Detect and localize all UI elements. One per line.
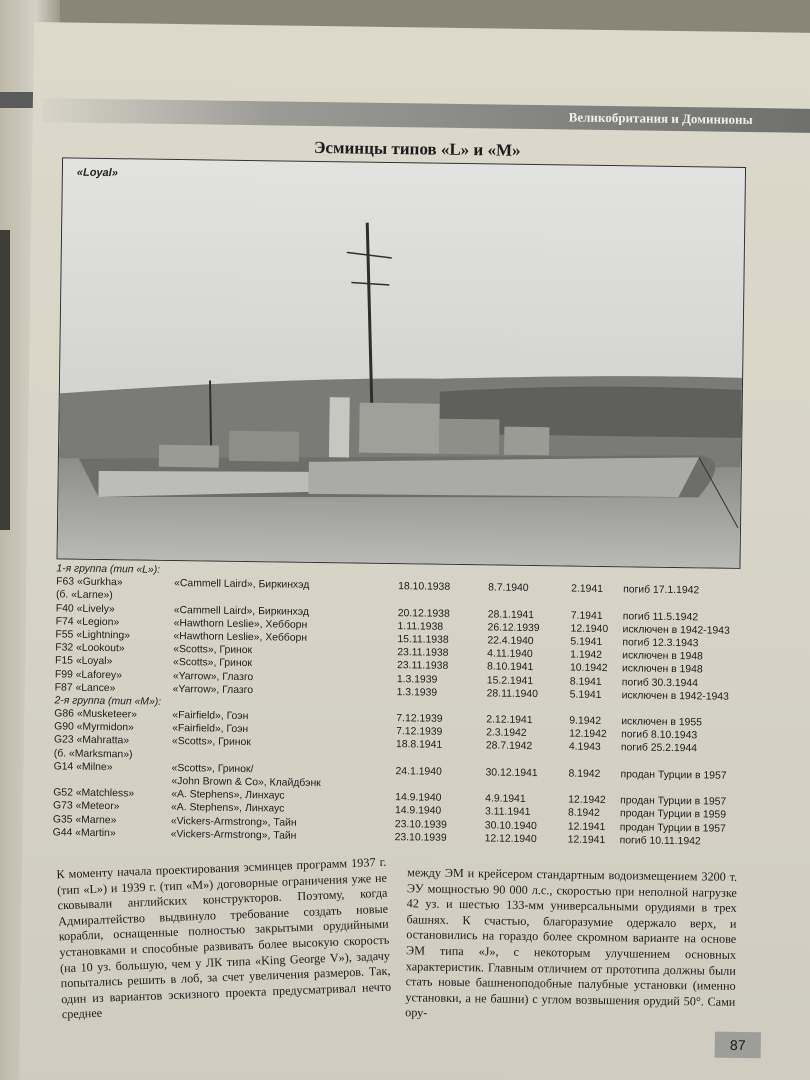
table-cell-c2: «Yarrow», Глазго: [172, 670, 254, 683]
table-cell-c1: 1-я группа (тип «L»):: [56, 563, 161, 576]
table-cell-c2: «John Brown & Co», Клайдбэнк: [171, 775, 321, 790]
table-cell-c3: 1.11.1938: [397, 620, 444, 633]
table-cell-c6: продан Турции в 1959: [619, 808, 727, 822]
ship-photo-image: [58, 158, 746, 567]
table-cell-c4: 28.11.1940: [486, 688, 538, 700]
table-cell-c6: погиб 30.3.1944: [621, 676, 698, 689]
left-page-header-bar: [0, 92, 36, 108]
table-cell-c5: 12.1942: [568, 794, 606, 807]
table-cell-c6: погиб 10.11.1942: [619, 835, 701, 848]
left-page-photo-edge: [0, 230, 10, 530]
table-cell-c2: «A. Stephens», Линхаус: [170, 802, 285, 815]
table-cell-c5: 8.1942: [567, 807, 600, 820]
table-cell-c6: продан Турции в 1957: [619, 821, 726, 835]
table-cell-c4: 28.1.1941: [487, 608, 535, 621]
table-cell-c6: продан Турции в 1957: [620, 769, 727, 782]
table-cell-c4: 30.12.1941: [485, 767, 538, 779]
table-cell-c5: 4.1943: [568, 741, 601, 754]
table-cell-c5: 1.1942: [570, 649, 603, 662]
table-cell-c1: G73 «Meteor»: [52, 800, 120, 813]
table-cell-c6: исключен в 1942-1943: [622, 624, 730, 637]
table-cell-c1: G90 «Myrmidon»: [54, 721, 134, 734]
table-cell-c5: 8.1942: [568, 768, 601, 780]
section-header-band: [43, 98, 810, 133]
ship-photo: [56, 157, 746, 569]
table-cell-c2: «Fairfield», Гоэн: [172, 710, 249, 723]
table-cell-c4: 28.7.1942: [485, 740, 533, 753]
table-cell-c3: 1.3.1939: [396, 686, 438, 699]
table-cell-c3: 23.10.1939: [394, 831, 447, 844]
table-cell-c6: погиб 11.5.1942: [622, 610, 699, 623]
table-cell-c3: 24.1.1940: [395, 765, 442, 778]
table-cell-c6: исключен в 1948: [621, 663, 703, 676]
table-cell-c2: «Scotts», Гринок: [172, 657, 253, 670]
page-number: 87: [715, 1032, 761, 1059]
table-cell-c1: F87 «Lance»: [54, 682, 116, 694]
table-cell-c4: 2.3.1942: [486, 727, 527, 740]
body-text-left: К моменту начала проектирования эсминцев программ 1937 г. (тип «L») и 1939 г. (тип «M») договорные ограничения уже не сковывали английских конструкторов. Поэтому, когда Адмиралтейство выдвинуло требование создать новые корабли, оснащенные полностью закрытыми орудийными установками и способные развивать более высокую скорость (на 10 уз. большую, чем у ЛК типа «King George V»), задачу попытались решить в лоб, за счет увеличения размеров. Так, один из вариантов эскизного проекта предусматривал нечто среднее: [56, 854, 392, 1022]
table-cell-c2: «Fairfield», Гоэн: [172, 723, 249, 736]
table-cell-c4: 26.12.1939: [487, 622, 540, 634]
table-cell-c3: 7.12.1939: [396, 726, 443, 739]
table-cell-c6: погиб 8.10.1943: [621, 729, 698, 742]
table-cell-c5: 10.1942: [569, 662, 608, 675]
table-cell-c4: 8.7.1940: [488, 582, 529, 595]
table-cell-c6: погиб 12.3.1943: [622, 637, 699, 650]
table-cell-c5: 8.1941: [569, 676, 602, 688]
book-page: [19, 22, 810, 1080]
table-cell-c1: G35 «Marne»: [52, 813, 117, 826]
table-cell-c1: F15 «Loyal»: [55, 655, 113, 668]
table-cell-c4: 8.10.1941: [486, 661, 534, 674]
table-cell-c4: 4.9.1941: [485, 793, 526, 806]
table-cell-c2: «Yarrow», Глазго: [172, 683, 254, 696]
table-cell-c4: 3.11.1941: [484, 806, 531, 819]
table-cell-c6: исключен в 1942-1943: [621, 689, 729, 703]
table-cell-c6: исключен в 1948: [622, 650, 703, 663]
table-cell-c4: 2.12.1941: [486, 714, 533, 727]
table-cell-c3: 14.9.1940: [395, 792, 442, 804]
table-cell-c2: «Scotts», Гринок: [171, 736, 251, 749]
table-cell-c2: «Scotts», Гринок/: [171, 762, 254, 775]
photo-caption: «Loyal»: [76, 166, 118, 180]
table-cell-c5: 5.1941: [569, 689, 602, 701]
table-cell-c5: 12.1940: [570, 623, 609, 635]
table-cell-c2: «Cammell Laird», Биркинхэд: [174, 578, 310, 592]
table-cell-c2: «Hawthorn Leslie», Хебборн: [173, 617, 308, 631]
table-cell-c6: погиб 25.2.1944: [620, 742, 698, 755]
table-cell-c5: 2.1941: [571, 583, 603, 596]
table-cell-c1: F55 «Lightning»: [55, 629, 131, 642]
table-cell-c5: 12.1941: [567, 834, 606, 846]
table-cell-c5: 5.1941: [570, 636, 603, 648]
table-cell-c5: 9.1942: [569, 715, 602, 728]
table-cell-c3: 23.11.1938: [396, 660, 449, 673]
body-text-right: между ЭМ и крейсером стандартным водоизмещением 3200 т. ЭУ мощностью 90 000 л.с., скоростью при неполной нагрузке 42 уз. и шестью 133-мм универсальными орудиями в трех башнях. К счастью, благоразумие одержало верх, и остановились на гораздо более скромном варианте на основе ЭМ типа «J», с некоторым улучшением основных характеристик. Главным отличием от прототипа должны были стать новые башненоподобные палубные установки (именно установки, а не башни) с углом возвышения орудий 50°. Сами ору-: [405, 865, 738, 1020]
table-cell-c1: F32 «Lookout»: [55, 642, 125, 655]
table-cell-c2: «Vickers-Armstrong», Тайн: [170, 828, 297, 842]
table-cell-c1: 2-я группа (тип «M»):: [54, 695, 162, 708]
table-cell-c6: исключен в 1955: [621, 716, 702, 729]
table-cell-c3: 23.10.1939: [394, 818, 447, 831]
table-cell-c3: 23.11.1938: [397, 647, 449, 659]
table-cell-c3: 15.11.1938: [397, 634, 449, 646]
table-cell-c5: 12.1942: [569, 728, 607, 741]
table-cell-c2: «Vickers-Armstrong», Тайн: [170, 815, 297, 829]
table-cell-c1: F99 «Laforey»: [54, 668, 122, 681]
table-cell-c1: (б. «Marksman»): [53, 747, 133, 761]
table-cell-c3: 18.8.1941: [395, 739, 443, 752]
table-cell-c1: F63 «Gurkha»: [56, 576, 123, 589]
table-cell-c2: «A. Stephens», Линхаус: [171, 789, 285, 802]
table-cell-c4: 4.11.1940: [487, 648, 533, 661]
table-cell-c5: 12.1941: [567, 821, 606, 833]
table-cell-c1: G23 «Mahratta»: [53, 734, 130, 747]
table-cell-c6: продан Турции в 1957: [620, 795, 727, 808]
table-cell-c1: G86 «Musketeer»: [54, 708, 138, 721]
table-cell-c4: 22.4.1940: [487, 635, 534, 647]
table-cell-c1: F74 «Legion»: [55, 616, 120, 628]
ship-table: [53, 562, 747, 849]
table-cell-c2: «Scotts», Гринок: [173, 644, 253, 657]
table-cell-c6: погиб 17.1.1942: [623, 584, 700, 597]
table-cell-c5: 7.1941: [570, 610, 603, 622]
table-cell-c3: 7.12.1939: [396, 713, 443, 725]
table-cell-c4: 12.12.1940: [484, 833, 537, 845]
table-cell-c3: 1.3.1939: [396, 673, 438, 686]
table-cell-c3: 18.10.1938: [398, 581, 451, 594]
table-cell-c1: G52 «Matchless»: [53, 787, 135, 800]
table-cell-c1: G14 «Milne»: [53, 761, 113, 773]
table-cell-c1: F40 «Lively»: [55, 602, 115, 615]
table-cell-c3: 14.9.1940: [394, 805, 442, 818]
section-header: Великобритания и Доминионы: [568, 109, 753, 128]
table-cell-c1: G44 «Martin»: [52, 827, 116, 839]
table-cell-c1: (б. «Larne»): [55, 589, 113, 602]
table-cell-c2: «Cammell Laird», Биркинхэд: [173, 604, 310, 618]
table-cell-c2: «Hawthorn Leslie», Хебборн: [173, 630, 308, 644]
page-title: Эсминцы типов «L» и «M»: [313, 137, 521, 160]
table-cell-c4: 30.10.1940: [484, 819, 537, 832]
table-cell-c3: 20.12.1938: [397, 607, 450, 620]
table-cell-c4: 15.2.1941: [486, 674, 534, 687]
